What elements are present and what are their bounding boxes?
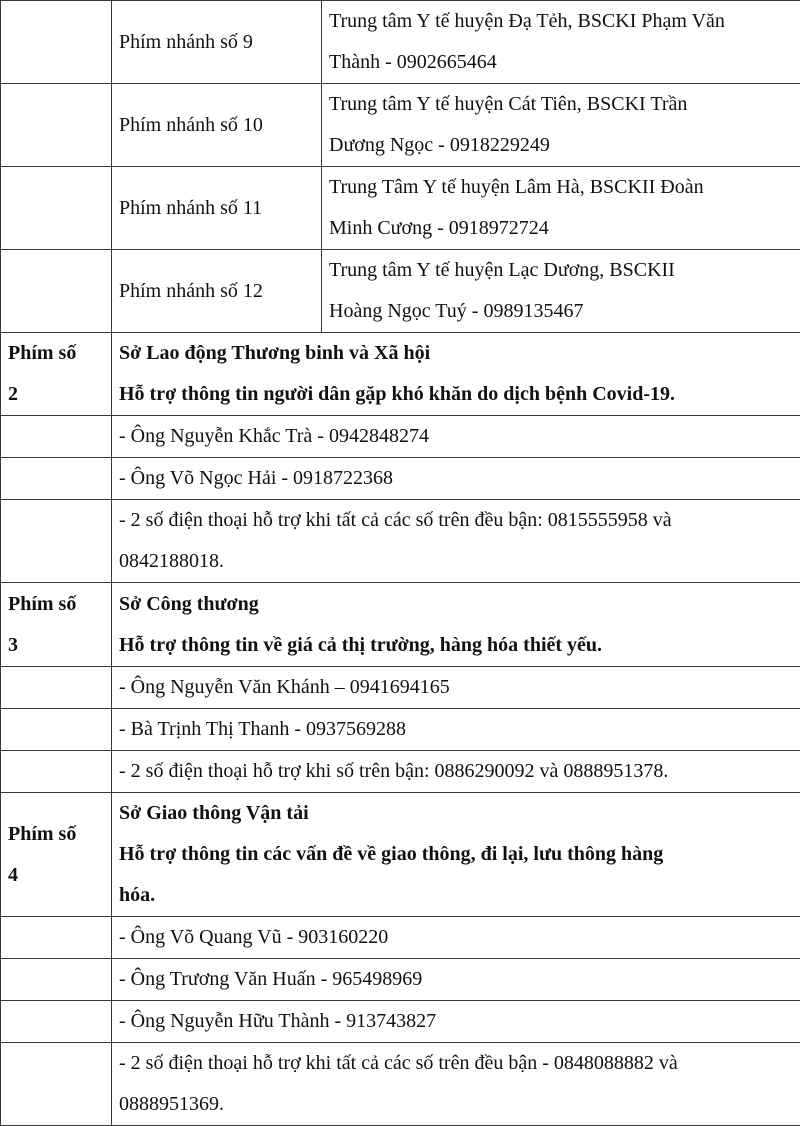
contact-cell: - 2 số điện thoại hỗ trợ khi số trên bận: 0886290092 và 0888951378. [112,751,800,793]
branch-row [1,84,800,167]
section-header-row [1,583,800,667]
branch-label: Phím nhánh số 9 [112,1,322,84]
branch-info-line: Trung tâm Y tế huyện Cát Tiên, BSCKI Trần [329,93,688,115]
contact-row [1,667,800,709]
empty-cell [1,250,112,333]
contact-cell: - Bà Trịnh Thị Thanh - 0937569288 [112,709,800,751]
contact-line: - 2 số điện thoại hỗ trợ khi tất cả các số trên đều bận: 0815555958 và [119,509,672,531]
empty-cell [1,1043,112,1126]
branch-info-line: Thành - 0902665464 [329,51,497,73]
branch-info-line: Hoàng Ngọc Tuý - 0989135467 [329,300,584,322]
empty-cell [1,1,112,84]
department-name: Sở Giao thông Vận tải [119,802,309,824]
department-cell [112,583,800,667]
department-description: Hỗ trợ thông tin người dân gặp khó khăn do dịch bệnh Covid-19. [119,383,675,405]
empty-cell [1,1001,112,1043]
department-name: Sở Công thương [119,592,259,615]
contact-row [1,709,800,751]
department-cell [112,793,800,917]
key-number: 2 [8,383,18,405]
department-description: Hỗ trợ thông tin các vấn đề về giao thông, đi lại, lưu thông hàng [119,843,664,865]
contact-row [1,500,800,583]
contact-line: 0842188018. [119,550,224,572]
contact-line: 0888951369. [119,1093,224,1115]
empty-cell [1,500,112,583]
branch-label: Phím nhánh số 10 [112,84,322,167]
section-header-row [1,793,800,917]
branch-info-line: Dương Ngọc - 0918229249 [329,134,550,156]
contact-row [1,751,800,793]
contact-cell [112,1043,800,1126]
department-name: Sở Lao động Thương binh và Xã hội [119,342,431,364]
key-label: Phím số [8,822,77,845]
branch-info-line: Trung tâm Y tế huyện Lạc Dương, BSCKII [329,259,675,281]
branch-info-line: Trung Tâm Y tế huyện Lâm Hà, BSCKII Đoàn [329,176,704,198]
contact-cell: - Ông Nguyễn Khắc Trà - 0942848274 [112,416,800,458]
empty-cell [1,751,112,793]
branch-row [1,167,800,250]
contact-cell: - Ông Võ Ngọc Hải - 0918722368 [112,458,800,500]
branch-info [322,84,800,167]
branch-label: Phím nhánh số 12 [112,250,322,333]
branch-row [1,1,800,84]
empty-cell [1,416,112,458]
section-header-row [1,333,800,416]
contact-cell: - Ông Nguyễn Hữu Thành - 913743827 [112,1001,800,1043]
empty-cell [1,84,112,167]
empty-cell [1,167,112,250]
key-label: Phím số [8,592,77,615]
key-label: Phím số [8,342,77,364]
branch-info [322,250,800,333]
contact-row [1,959,800,1001]
contact-cell [112,500,800,583]
department-description: hóa. [119,884,156,906]
empty-cell [1,458,112,500]
contact-row [1,416,800,458]
contact-row [1,917,800,959]
contact-row [1,458,800,500]
key-number-cell [1,793,112,917]
branch-info [322,167,800,250]
branch-row [1,250,800,333]
empty-cell [1,709,112,751]
empty-cell [1,917,112,959]
contact-line: - 2 số điện thoại hỗ trợ khi tất cả các số trên đều bận - 0848088882 và [119,1052,678,1074]
department-description: Hỗ trợ thông tin về giá cả thị trường, hàng hóa thiết yếu. [119,633,603,656]
empty-cell [1,667,112,709]
key-number: 4 [8,863,18,886]
branch-info-line: Minh Cương - 0918972724 [329,217,549,239]
branch-info [322,1,800,84]
empty-cell [1,959,112,1001]
branch-label: Phím nhánh số 11 [112,167,322,250]
key-number-cell [1,333,112,416]
department-cell [112,333,800,416]
contact-cell: - Ông Nguyễn Văn Khánh – 0941694165 [112,667,800,709]
key-number: 3 [8,633,18,656]
contact-cell: - Ông Võ Quang Vũ - 903160220 [112,917,800,959]
contact-row [1,1043,800,1126]
contact-row [1,1001,800,1043]
key-number-cell [1,583,112,667]
contact-cell: - Ông Trương Văn Huấn - 965498969 [112,959,800,1001]
branch-info-line: Trung tâm Y tế huyện Đạ Tẻh, BSCKI Phạm Văn [329,10,725,32]
